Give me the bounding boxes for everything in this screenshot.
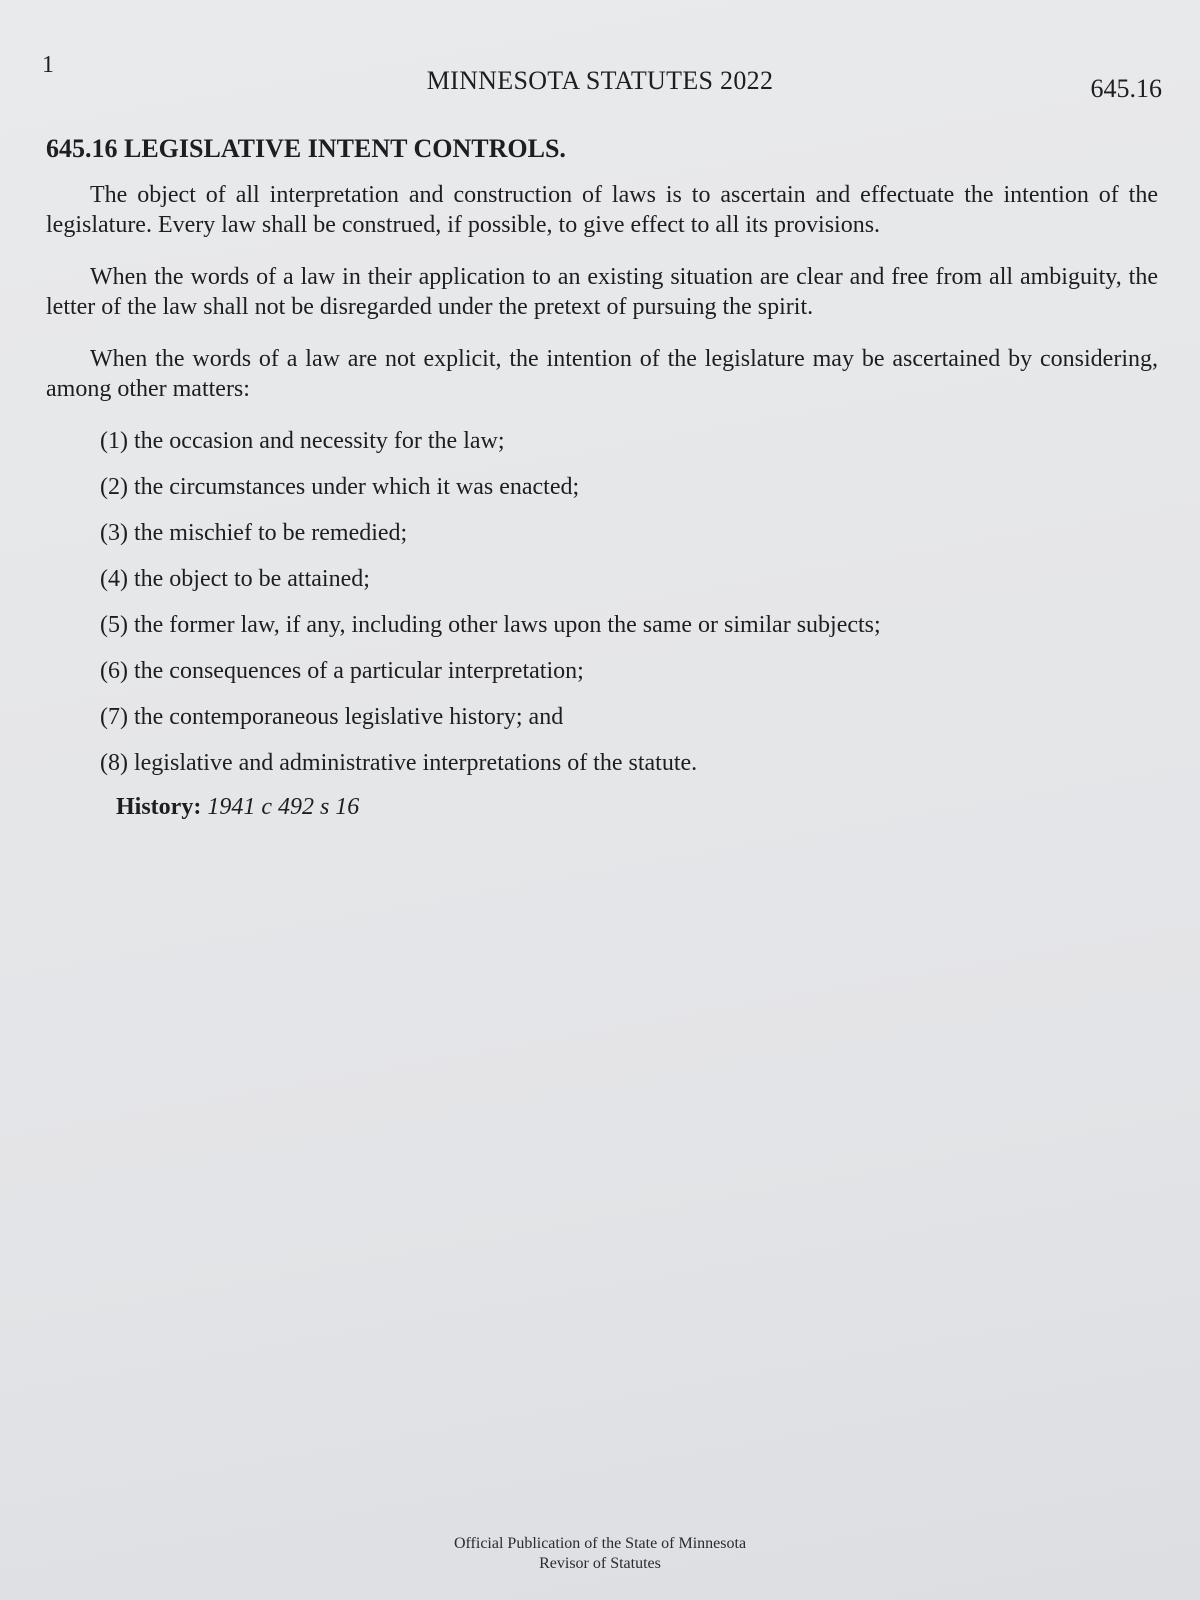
running-title: MINNESOTA STATUTES 2022 xyxy=(426,66,774,95)
footer-publication-line: Official Publication of the State of Minnesota xyxy=(453,1535,747,1552)
paragraph-not-explicit: When the words of a law are not explicit, the intention of the legislature may be ascertained by considering, among other matters: xyxy=(46,346,1158,402)
section-number: 645.16 xyxy=(1090,74,1162,103)
list-item: (6) the consequences of a particular interpretation; xyxy=(100,658,584,684)
history-line xyxy=(46,792,1158,822)
section-heading: 645.16 LEGISLATIVE INTENT CONTROLS. xyxy=(46,134,566,163)
footer-revisor-line: Revisor of Statutes xyxy=(539,1555,661,1572)
paragraph-object-of-interpretation: The object of all interpretation and construction of laws is to ascertain and effectuate the intention of the legislature. Every law shall be construed, if possible, to give effect to all its provisions. xyxy=(46,182,1158,238)
list-item: (4) the object to be attained; xyxy=(100,566,370,592)
list-item: (5) the former law, if any, including other laws upon the same or similar subjects; xyxy=(100,612,881,638)
list-item: (3) the mischief to be remedied; xyxy=(100,520,408,546)
history-label: History: xyxy=(116,794,202,820)
paragraph-clear-words: When the words of a law in their application to an existing situation are clear and free from all ambiguity, the letter of the law shall not be disregarded under the pretext of pursuing the spirit. xyxy=(46,264,1158,320)
considerations-list xyxy=(46,426,1158,778)
publication-footer xyxy=(0,1534,1200,1574)
statute-body xyxy=(46,134,1158,822)
list-item: (7) the contemporaneous legislative history; and xyxy=(100,704,564,730)
list-item: (1) the occasion and necessity for the law; xyxy=(100,428,505,454)
list-item: (2) the circumstances under which it was enacted; xyxy=(100,474,580,500)
history-citation: 1941 c 492 s 16 xyxy=(207,794,360,820)
list-item: (8) legislative and administrative interpretations of the statute. xyxy=(100,750,698,776)
page-number: 1 xyxy=(42,52,54,78)
